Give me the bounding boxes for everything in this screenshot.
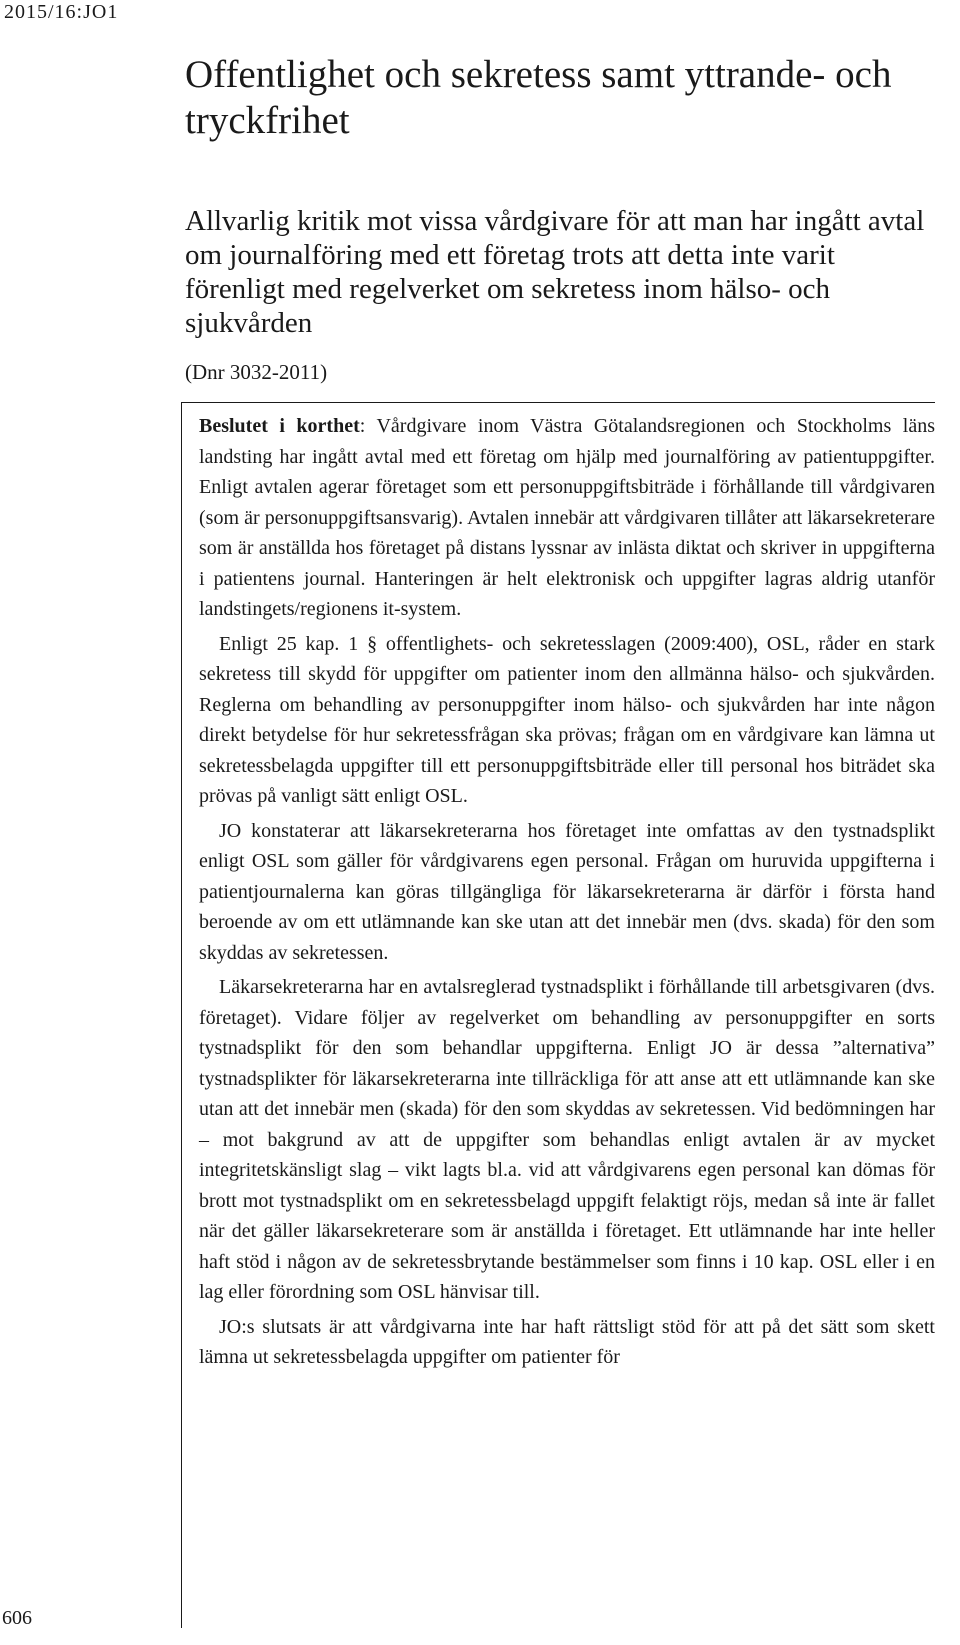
case-heading: Allvarlig kritik mot vissa vårdgivare för att man har ingått avtal om journalföring med ett företag trots att detta inte varit förenligt med regelverket om sekretess inom hälso- och sjukvården [185, 205, 925, 339]
body-paragraph-2: JO konstaterar att läkarsekreterarna hos företaget inte omfattas av den tystnadsplikt enligt OSL som gäller för vårdgivarens egen personal. Frågan om huruvida uppgifterna i patientjournalerna kan göras tillgängliga för läkarsekreterarna är därför i första hand beroende av om ett utlämnande kan ske utan att det innebär men (dvs. skada) för den som skyddas av sekretessen. [199, 819, 935, 964]
summary-paragraph [199, 411, 935, 625]
decision-body [181, 402, 935, 1628]
body-paragraph-4: JO:s slutsats är att vårdgivarna inte har haft rättsligt stöd för att på det sätt som skett lämna ut sekretessbelagda uppgifter om patienter för [199, 1315, 935, 1368]
page-number: 606 [2, 1607, 32, 1629]
body-paragraph-3: Läkarsekreterarna har en avtalsreglerad tystnadsplikt i förhållande till arbetsgivaren (dvs. företaget). Vidare följer av regelverket om behandling av personuppgifter en sorts tystnadsplikt för den som behandlar uppgifterna. Enligt JO är dessa ”alternativa” tystnadsplikter för läkarsekreterarna inte tillräckliga för att anse att ett utlämnande kan ske utan att det innebär men (skada) för den som skyddas av sekretessen. Vid bedömningen har – mot bakgrund av att de uppgifter som behandlas enligt avtalen är av mycket integritetskänsligt slag – vikt lagts bl.a. vid att vårdgivarens egen personal kan dömas för brott mot tystnadsplikt om en sekretessbelagd uppgift felaktigt röjs, medan så inte är fallet när det gäller läkarsekreterare som är anställda i företaget. Ett utlämnande har inte heller haft stöd i någon av de sekretessbrytande bestämmelser som finns i 10 kap. OSL eller i en lag eller förordning som OSL hänvisar till. [199, 976, 935, 1303]
case-dnr: (Dnr 3032-2011) [185, 360, 328, 384]
body-paragraph-1: Enligt 25 kap. 1 § offentlighets- och sekretesslagen (2009:400), OSL, råder en stark sekretess till skydd för uppgifter om patienter inom den allmänna hälso- och sjukvården. Reglerna om behandling av personuppgifter inom hälso- och sjukvården har inte någon direkt betydelse för hur sekretessfrågan ska prövas; frågan om en vårdgivare kan lämna ut sekretessbelagda uppgifter till ett personuppgiftsbiträde eller till personal hos biträdet ska prövas på vanligt sätt enligt OSL. [199, 632, 935, 807]
page-title: Offentlighet och sekretess samt yttrande- och tryckfrihet [185, 53, 892, 142]
running-header: 2015/16:JO1 [4, 1, 119, 23]
summary-label: Beslutet i korthet [199, 415, 360, 437]
summary-text: : Vårdgivare inom Västra Götalandsregionen och Stockholms läns landsting har ingått avtal med ett företag om hjälp med journalföring av patientuppgifter. Enligt avtalen agerar företaget som ett personuppgiftsbiträde i förhållande till vårdgivaren (som är personuppgiftsansvarig). Avtalen innebär att vårdgivaren tillåter att läkarsekreterare som är anställda hos företaget på distans lyssnar av inlästa diktat och skriver in uppgifterna i patientens journal. Hanteringen är helt elektronisk och uppgifter lagras aldrig utanför landstingets/regionens it-system. [199, 415, 935, 620]
